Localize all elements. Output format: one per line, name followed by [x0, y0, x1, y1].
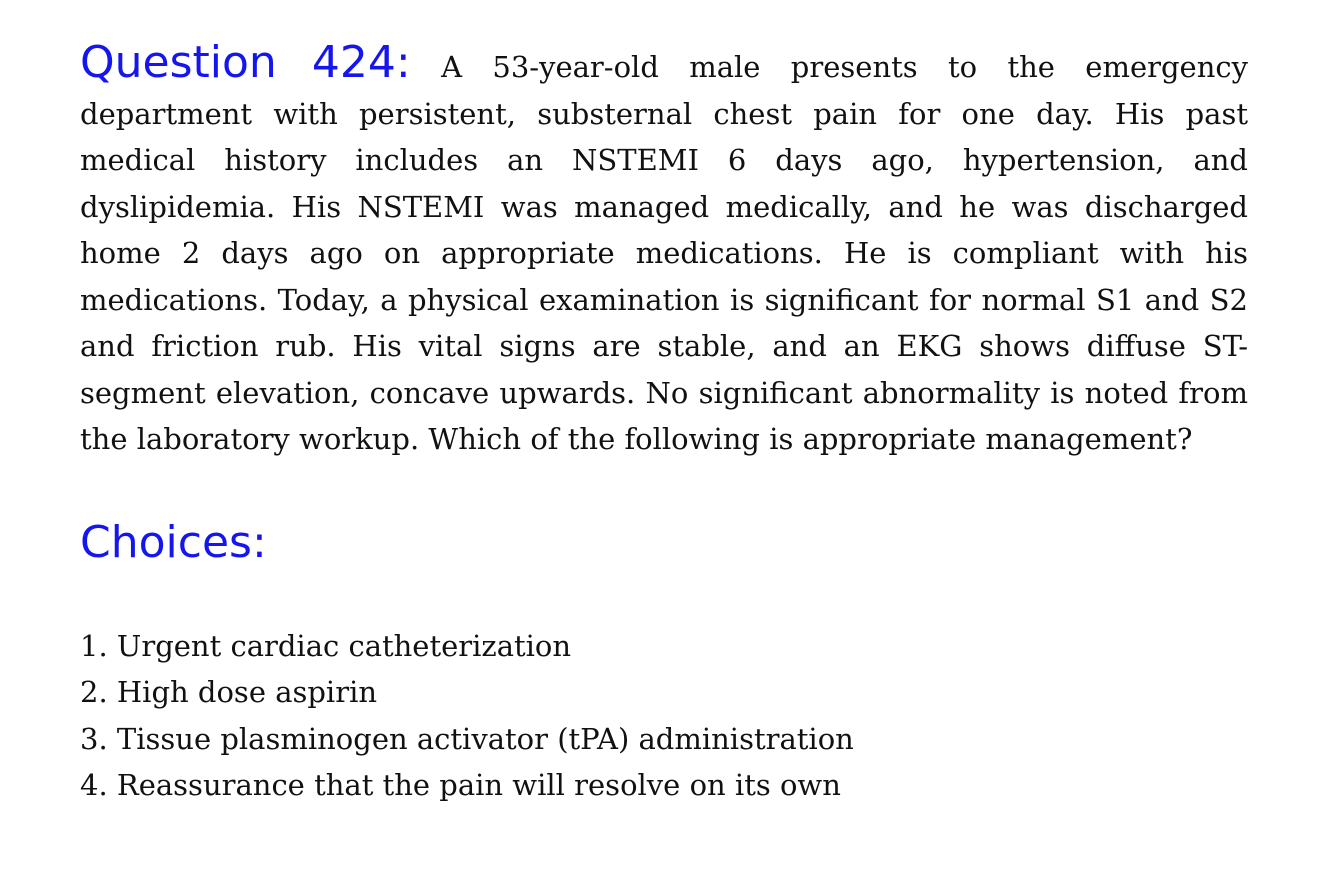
choice-item-4: 4. Reassurance that the pain will resolve on its own	[80, 768, 841, 802]
choice-item-1: 1. Urgent cardiac catheterization	[80, 628, 572, 663]
choices-heading: Choices:	[80, 516, 267, 568]
question-page	[80, 37, 1249, 809]
question-text: A 53-year-old male presents to the emergency department with persistent, substernal chest pain for one day. His past medical history includes an NSTEMI 6 days ago, hypertension, and dyslipidemia. His NSTEMI was managed medically, and he was discharged home 2 days ago on appropriate medications. He is compliant with his medications. Today, a physical examination is significant for normal S1 and S2 and friction rub. His vital signs are stable, and an EKG shows diffuse ST-segment elevation, concave upwards. No significant abnormality is noted from the laboratory workup. Which of the following is appropriate management?	[80, 50, 1249, 456]
choice-item-2: 2. High dose aspirin	[80, 675, 378, 709]
choice-list	[80, 623, 1248, 809]
question-label: Question 424:	[80, 37, 411, 88]
question-block	[80, 37, 1249, 463]
choice-item-3: 3. Tissue plasminogen activator (tPA) administration	[80, 721, 854, 756]
